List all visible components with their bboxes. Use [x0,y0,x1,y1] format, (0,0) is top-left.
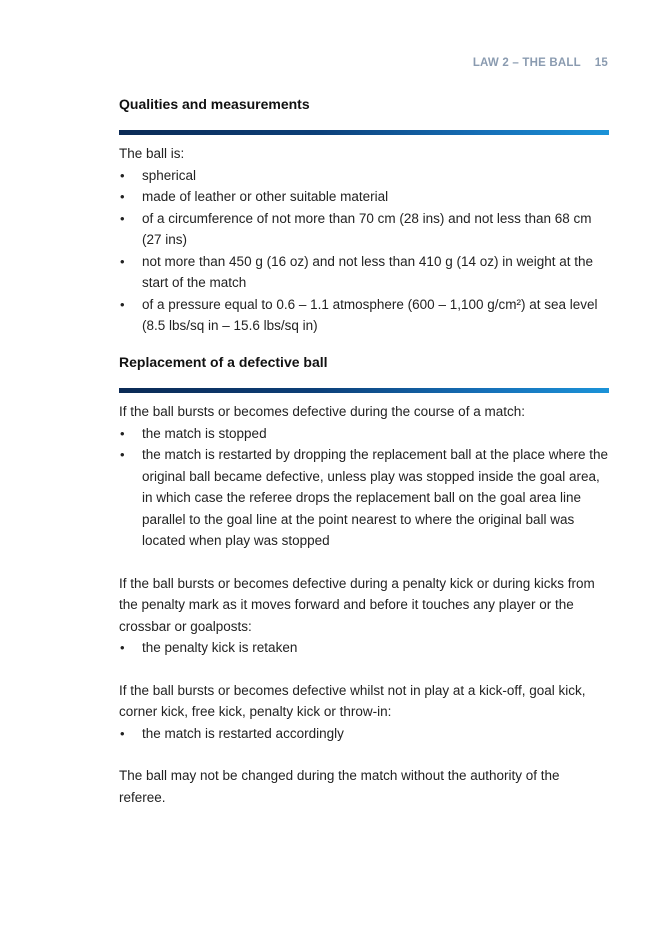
bullet-icon: • [120,210,125,226]
bullet-icon: • [120,725,125,741]
bullet-icon: • [120,447,125,462]
list-item: • of a circumference of not more than 70 cm (28 ins) and not less than 68 cm (27 ins) [119,208,609,251]
bullet-icon: • [120,189,125,204]
list-item: • the penalty kick is retaken [119,637,609,659]
paragraph: If the ball bursts or becomes defective during a penalty kick or during kicks from the penalty mark as it moves forward and before it touches any player or the crossbar or goalposts: [119,575,595,634]
bullet-list [119,165,609,337]
bullet-icon: • [120,425,125,441]
bullet-list [119,723,609,745]
list-item: • the match is restarted by dropping the replacement ball at the place where the original ball became defective, unless play was stopped inside the goal area, in which case the referee drops the replacement ball on the goal area line parallel to the goal line at the point nearest to where the original ball was located when play was stopped [119,444,609,552]
section-replacement [119,352,609,808]
list-item: • made of leather or other suitable material [119,186,609,208]
bullet-icon: • [120,296,125,312]
running-header [473,57,608,69]
heading-rule [119,388,609,393]
list-item: • not more than 450 g (16 oz) and not less than 410 g (14 oz) in weight at the start of the match [119,251,609,294]
section-qualities [119,94,609,337]
paragraph: The ball may not be changed during the match without the authority of the referee. [119,768,560,805]
bullet-icon: • [120,253,125,269]
list-item: • of a pressure equal to 0.6 – 1.1 atmosphere (600 – 1,100 g/cm²) at sea level (8.5 lbs/sq in – 15.6 lbs/sq in) [119,294,609,337]
bullet-icon: • [120,167,125,183]
list-item: • spherical [119,165,609,187]
heading-rule [119,130,609,135]
bullet-list [119,423,609,552]
section-intro: The ball is: [119,146,185,161]
bullet-list [119,637,609,659]
list-item: • the match is stopped [119,423,609,445]
page-number: 15 [594,57,608,69]
paragraph: If the ball bursts or becomes defective whilst not in play at a kick-off, goal kick, corner kick, free kick, penalty kick or throw-in: [119,682,586,719]
list-item: • the match is restarted accordingly [119,723,609,745]
running-title: LAW 2 – THE BALL [472,57,581,69]
section-intro: If the ball bursts or becomes defective during the course of a match: [119,404,525,419]
bullet-icon: • [120,640,125,655]
section-heading: Replacement of a defective ball [119,354,328,370]
section-heading: Qualities and measurements [119,96,310,112]
